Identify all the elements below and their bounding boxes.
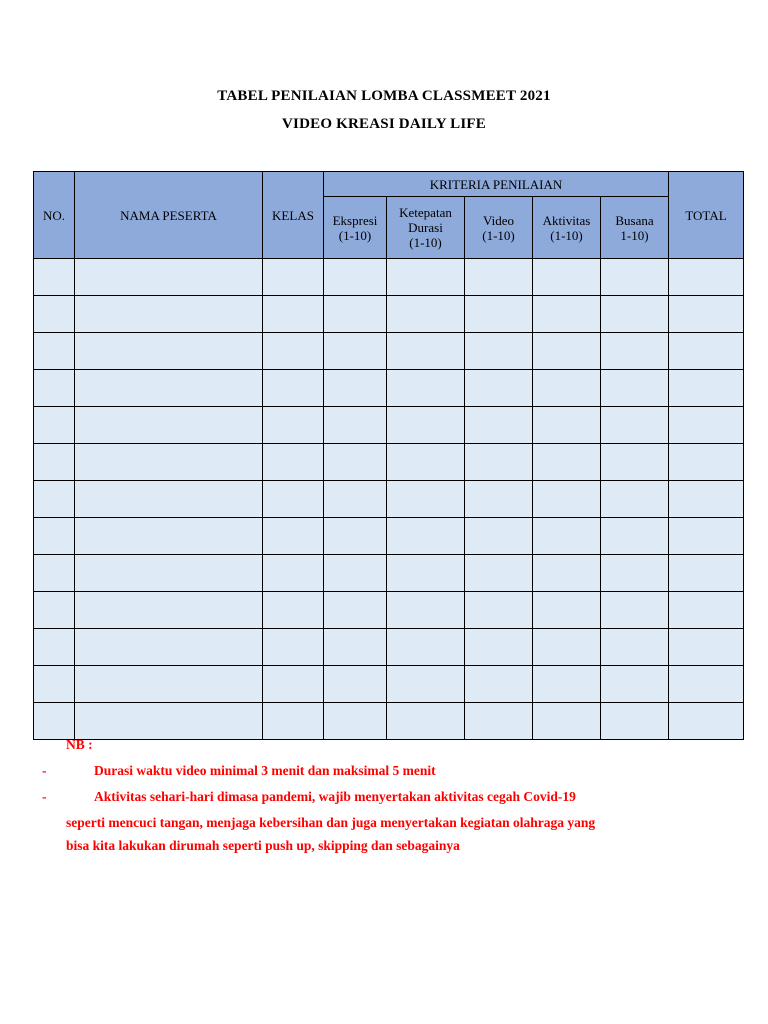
header-nama-peserta: NAMA PESERTA <box>75 172 263 259</box>
table-cell <box>263 592 324 629</box>
table-cell <box>263 259 324 296</box>
table-cell <box>601 444 669 481</box>
bullet-dash: - <box>42 763 47 778</box>
bullet-dash: - <box>42 789 47 804</box>
table-cell <box>263 666 324 703</box>
table-cell <box>387 518 465 555</box>
table-cell <box>75 296 263 333</box>
document-title: TABEL PENILAIAN LOMBA CLASSMEET 2021 <box>217 88 551 104</box>
table-cell <box>75 333 263 370</box>
table-cell <box>34 629 75 666</box>
table-cell <box>533 259 601 296</box>
table-row <box>34 629 744 666</box>
criteria-range: (1-10) <box>550 227 583 243</box>
table-row <box>34 333 744 370</box>
criteria-name: Aktivitas <box>542 212 591 228</box>
table-cell <box>387 592 465 629</box>
table-cell <box>34 370 75 407</box>
note-item-2-line-1: Aktivitas sehari-hari dimasa pandemi, wajib menyertakan aktivitas cegah Covid-19 <box>94 789 576 804</box>
table-cell <box>465 518 533 555</box>
table-cell <box>601 703 669 740</box>
table-cell <box>387 629 465 666</box>
table-cell <box>263 555 324 592</box>
table-row <box>34 703 744 740</box>
table-cell <box>533 481 601 518</box>
table-cell <box>601 518 669 555</box>
table-cell <box>34 703 75 740</box>
table-cell <box>533 518 601 555</box>
table-cell <box>533 370 601 407</box>
table-cell <box>263 703 324 740</box>
table-cell <box>34 333 75 370</box>
table-cell <box>533 703 601 740</box>
table-cell <box>387 444 465 481</box>
table-cell <box>465 407 533 444</box>
table-cell <box>387 666 465 703</box>
table-cell <box>34 481 75 518</box>
table-cell <box>324 666 387 703</box>
table-row <box>34 518 744 555</box>
table-row <box>34 259 744 296</box>
table-cell <box>601 629 669 666</box>
criteria-name: Busana <box>615 212 654 228</box>
table-cell <box>669 666 744 703</box>
table-cell <box>387 555 465 592</box>
table-cell <box>669 703 744 740</box>
table-cell <box>669 555 744 592</box>
table-cell <box>75 555 263 592</box>
table-cell <box>465 629 533 666</box>
table-cell <box>601 666 669 703</box>
note-item-2-line-2: seperti mencuci tangan, menjaga kebersihan dan juga menyertakan kegiatan olahraga yang <box>66 815 596 830</box>
table-cell <box>34 296 75 333</box>
table-cell <box>34 407 75 444</box>
table-row <box>34 296 744 333</box>
table-cell <box>75 259 263 296</box>
table-cell <box>324 555 387 592</box>
table-cell <box>75 592 263 629</box>
table-cell <box>324 333 387 370</box>
criteria-name: Video <box>483 212 514 228</box>
header-total: TOTAL <box>669 172 744 259</box>
table-cell <box>601 370 669 407</box>
table-row <box>34 592 744 629</box>
table-cell <box>75 481 263 518</box>
table-cell <box>533 407 601 444</box>
table-cell <box>387 333 465 370</box>
table-cell <box>533 555 601 592</box>
table-cell <box>601 555 669 592</box>
table-cell <box>465 296 533 333</box>
criteria-name: Ekspresi <box>332 212 378 228</box>
header-kriteria-penilaian: KRITERIA PENILAIAN <box>324 172 669 197</box>
header-no: NO. <box>34 172 75 259</box>
table-cell <box>387 407 465 444</box>
table-cell <box>465 370 533 407</box>
criteria-range: (1-10) <box>409 235 442 250</box>
table-cell <box>263 518 324 555</box>
header-kelas: KELAS <box>263 172 324 259</box>
table-cell <box>263 444 324 481</box>
assessment-table <box>33 171 744 740</box>
criteria-range: (1-10) <box>338 227 372 243</box>
table-cell <box>669 407 744 444</box>
table-cell <box>669 296 744 333</box>
table-cell <box>387 703 465 740</box>
table-row <box>34 481 744 518</box>
table-cell <box>75 370 263 407</box>
table-cell <box>34 518 75 555</box>
table-cell <box>465 555 533 592</box>
table-cell <box>387 370 465 407</box>
table-cell <box>669 259 744 296</box>
table-cell <box>465 444 533 481</box>
table-cell <box>263 629 324 666</box>
table-cell <box>465 259 533 296</box>
table-cell <box>601 259 669 296</box>
table-cell <box>465 703 533 740</box>
table-cell <box>324 444 387 481</box>
table-cell <box>324 629 387 666</box>
table-cell <box>263 407 324 444</box>
table-cell <box>387 259 465 296</box>
table-body <box>34 259 744 740</box>
table-cell <box>324 259 387 296</box>
table-cell <box>465 481 533 518</box>
table-cell <box>75 444 263 481</box>
header-criteria-aktivitas <box>533 197 601 259</box>
table-cell <box>465 333 533 370</box>
table-cell <box>75 518 263 555</box>
table-cell <box>669 592 744 629</box>
table-cell <box>34 592 75 629</box>
criteria-range: 1-10) <box>620 227 649 243</box>
table-row <box>34 666 744 703</box>
criteria-name: Ketepatan Durasi <box>399 205 452 235</box>
table-cell <box>601 296 669 333</box>
header-criteria-ekspresi <box>324 197 387 259</box>
table-cell <box>324 370 387 407</box>
table-cell <box>263 370 324 407</box>
notes-label: NB : <box>66 737 93 752</box>
note-item-1: Durasi waktu video minimal 3 menit dan maksimal 5 menit <box>94 763 436 778</box>
table-cell <box>669 481 744 518</box>
table-cell <box>601 333 669 370</box>
table-cell <box>324 518 387 555</box>
table-row <box>34 444 744 481</box>
table-cell <box>324 592 387 629</box>
table-cell <box>533 444 601 481</box>
table-cell <box>75 703 263 740</box>
table-row <box>34 407 744 444</box>
table-cell <box>75 407 263 444</box>
table-cell <box>263 333 324 370</box>
table-cell <box>601 407 669 444</box>
table-cell <box>669 518 744 555</box>
criteria-range: (1-10) <box>482 227 515 243</box>
table-cell <box>465 666 533 703</box>
document-subtitle: VIDEO KREASI DAILY LIFE <box>282 116 486 132</box>
table-cell <box>324 407 387 444</box>
table-cell <box>75 629 263 666</box>
table-cell <box>601 481 669 518</box>
table-cell <box>533 629 601 666</box>
header-criteria-ketepatan-durasi <box>387 197 465 259</box>
table-cell <box>324 296 387 333</box>
table-row <box>34 370 744 407</box>
table-cell <box>387 481 465 518</box>
header-criteria-busana <box>601 197 669 259</box>
table-cell <box>387 296 465 333</box>
table-cell <box>533 666 601 703</box>
table-cell <box>601 592 669 629</box>
table-cell <box>34 259 75 296</box>
table-cell <box>669 629 744 666</box>
table-cell <box>533 333 601 370</box>
header-criteria-video <box>465 197 533 259</box>
table-cell <box>465 592 533 629</box>
table-cell <box>324 481 387 518</box>
table-cell <box>75 666 263 703</box>
table-cell <box>533 592 601 629</box>
table-row <box>34 555 744 592</box>
table-cell <box>324 703 387 740</box>
table-cell <box>669 333 744 370</box>
table-cell <box>669 444 744 481</box>
table-cell <box>34 666 75 703</box>
table-cell <box>533 296 601 333</box>
table-cell <box>263 296 324 333</box>
table-cell <box>34 444 75 481</box>
note-item-2-line-3: bisa kita lakukan dirumah seperti push up, skipping dan sebagainya <box>66 838 460 853</box>
table-cell <box>669 370 744 407</box>
table-cell <box>34 555 75 592</box>
table-cell <box>263 481 324 518</box>
